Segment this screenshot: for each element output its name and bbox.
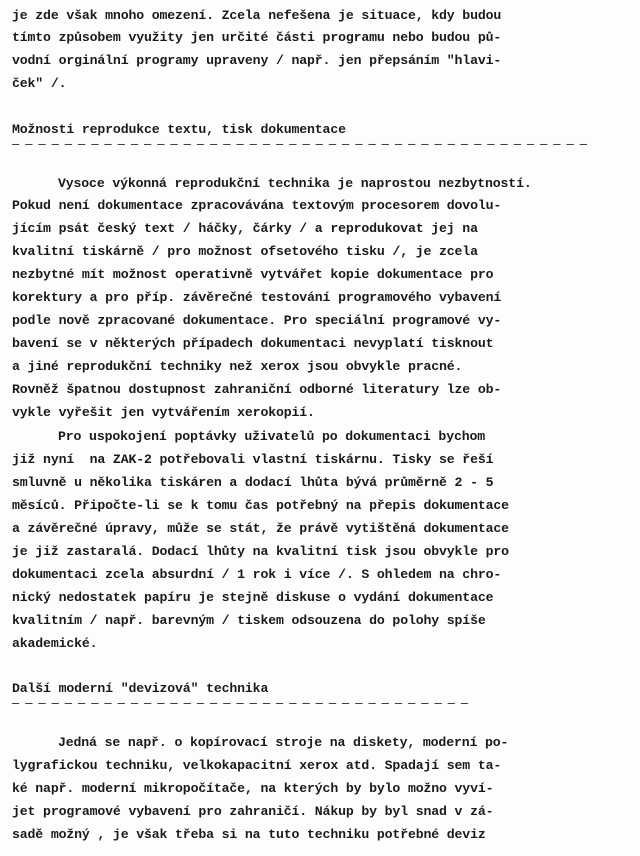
s1p2-line-5: a závěrečné úpravy, může se stát, že právě vytištěná dokumentace — [12, 521, 509, 536]
intro-line-4: ček" /. — [12, 76, 67, 91]
s1p1-line-1: Vysoce výkonná reprodukční technika je naprostou nezbytností. — [58, 176, 532, 191]
s2p1-line-1: Jedná se např. o kopírovací stroje na diskety, moderní po- — [58, 735, 509, 750]
section-heading-foreign-technology: Další moderní "devizová" technika — [12, 681, 269, 696]
s1p1-line-2: Pokud není dokumentace zpracovávána textovým procesorem dovolu- — [12, 198, 502, 213]
s1p1-line-4: kvalitní tiskárně / pro možnost ofsetového tisku /, je zcela — [12, 244, 478, 259]
s1p2-line-9: kvalitním / např. barevným / tiskem odsouzena do polohy spíše — [12, 613, 486, 628]
s1p1-line-5: nezbytné mít možnost operativně vytvářet kopie dokumentace pro — [12, 267, 494, 282]
s2p1-line-2: lygrafickou techniku, velkokapacitní xerox atd. Spadají sem ta- — [12, 758, 502, 773]
s1p2-line-3: smluvně u několika tiskáren a dodací lhůta bývá průměrně 2 - 5 — [12, 475, 494, 490]
section-heading-reproduction: Možnosti reprodukce textu, tisk dokumentace — [12, 122, 346, 137]
intro-line-1: je zde však mnoho omezení. Zcela nefešena je situace, kdy budou — [12, 8, 502, 23]
s1p1-line-3: jícím psát český text / háčky, čárky / a reprodukovat jej na — [12, 221, 478, 236]
s2p1-line-3: ké např. moderní mikropočítače, na kterých by bylo možno vyví- — [12, 781, 494, 796]
intro-line-3: vodní orginální programy upraveny / např. jen přepsáním "hlavi- — [12, 53, 502, 68]
section-heading-foreign-technology-underline: ─ ─ ─ ─ ─ ─ ─ ─ ─ ─ ─ ─ ─ ─ ─ ─ ─ ─ ─ ─ ─ ─ ─ ─ ─ ─ ─ ─ ─ ─ ─ ─ ─ ─ ─ — [12, 697, 468, 711]
s1p2-line-2: již nyní na ZAK-2 potřebovali vlastní tiskárnu. Tisky se řeší — [12, 452, 494, 467]
s2p1-line-5: sadě možný , je však třeba si na tuto techniku potřebné deviz — [12, 827, 486, 842]
s1p1-line-6: korektury a pro příp. závěrečné testování programového vybavení — [12, 290, 502, 305]
intro-line-2: tímto způsobem využity jen určité části programu nebo budou pů- — [12, 30, 502, 45]
s1p1-line-8: bavení se v některých případech dokumentaci nevyplatí tisknout — [12, 336, 494, 351]
s1p2-line-4: měsíců. Připočte-li se k tomu čas potřebný na přepis dokumentace — [12, 498, 509, 513]
s1p2-line-10: akademické. — [12, 636, 98, 651]
section-heading-reproduction-underline: ─ ─ ─ ─ ─ ─ ─ ─ ─ ─ ─ ─ ─ ─ ─ ─ ─ ─ ─ ─ ─ ─ ─ ─ ─ ─ ─ ─ ─ ─ ─ ─ ─ ─ ─ ─ ─ ─ ─ ─ ─ ─ ─ ─ — [12, 138, 587, 152]
s1p2-line-7: dokumentaci zcela absurdní / 1 rok i více /. S ohledem na chro- — [12, 567, 502, 582]
s1p1-line-9: a jiné reprodukční techniky než xerox jsou obvykle pracné. — [12, 359, 463, 374]
s2p1-line-4: jet programové vybavení pro zahraničí. Nákup by byl snad v zá- — [12, 804, 494, 819]
s1p1-line-11: vykle vyřešit jen vytvářením xerokopií. — [12, 405, 315, 420]
s1p2-line-6: je již zastaralá. Dodací lhůty na kvalitní tisk jsou obvykle pro — [12, 544, 509, 559]
s1p1-line-10: Rovněž špatnou dostupnost zahraniční odborné literatury lze ob- — [12, 382, 502, 397]
s1p1-line-7: podle nově zpracované dokumentace. Pro speciální programové vy- — [12, 313, 502, 328]
s1p2-line-8: nický nedostatek papíru je stejně diskuse o vydání dokumentace — [12, 590, 494, 605]
s1p2-line-1: Pro uspokojení poptávky uživatelů po dokumentaci bychom — [58, 429, 486, 444]
